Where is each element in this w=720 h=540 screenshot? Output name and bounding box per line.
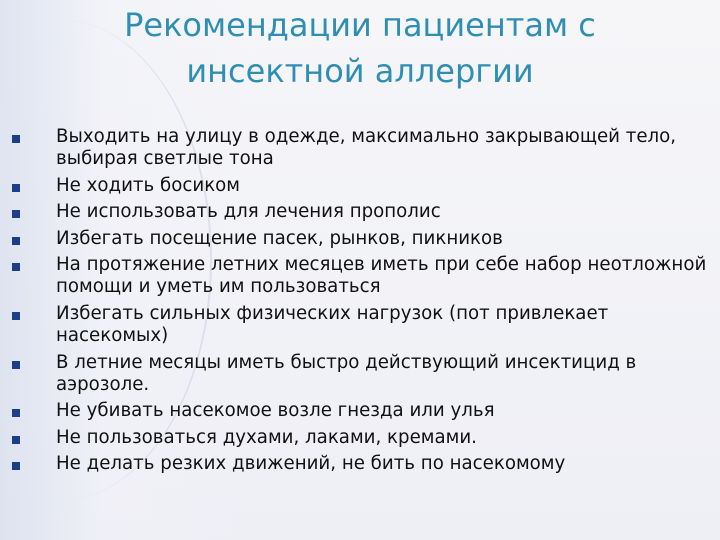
list-item-text: Избегать сильных физических нагрузок (пот привлекает насекомых) (56, 302, 609, 346)
square-bullet-icon (12, 312, 20, 320)
square-bullet-icon (12, 237, 20, 245)
list-item (0, 175, 720, 197)
title-line-1: Рекомендации пациентам с (124, 6, 596, 44)
list-item-text: В летние месяцы иметь быстро действующий инсектицид в аэрозоле. (56, 351, 637, 395)
list-item (0, 228, 720, 250)
slide-title (60, 2, 660, 94)
list-item-text: Не делать резких движений, не бить по насекомому (56, 453, 566, 475)
square-bullet-icon (12, 263, 20, 271)
list-item-text: Не использовать для лечения прополис (56, 201, 441, 223)
square-bullet-icon (12, 409, 20, 417)
list-item-text: Не убивать насекомое возле гнезда или улья (56, 400, 495, 422)
square-bullet-icon (12, 361, 20, 369)
list-item (0, 427, 720, 449)
square-bullet-icon (12, 436, 20, 444)
list-item-text: Выходить на улицу в одежде, максимально закрывающей тело, выбирая светлые тона (56, 126, 677, 169)
square-bullet-icon (12, 135, 20, 143)
list-item-text: На протяжение летних месяцев иметь при себе набор неотложной помощи и уметь им пользоваться (56, 254, 707, 298)
list-item (0, 126, 720, 170)
list-item (0, 352, 720, 396)
square-bullet-icon (12, 184, 20, 192)
recommendations-list (0, 126, 720, 480)
list-item (0, 201, 720, 223)
title-line-2: инсектной аллергии (186, 52, 534, 90)
list-item-text: Не ходить босиком (56, 174, 241, 196)
list-item-text: Не пользоваться духами, лаками, кремами. (56, 426, 477, 448)
list-item-text: Избегать посещение пасек, рынков, пикников (56, 227, 503, 249)
list-item (0, 400, 720, 422)
square-bullet-icon (12, 462, 20, 470)
list-item (0, 254, 720, 298)
square-bullet-icon (12, 210, 20, 218)
list-item (0, 303, 720, 347)
list-item (0, 453, 720, 475)
